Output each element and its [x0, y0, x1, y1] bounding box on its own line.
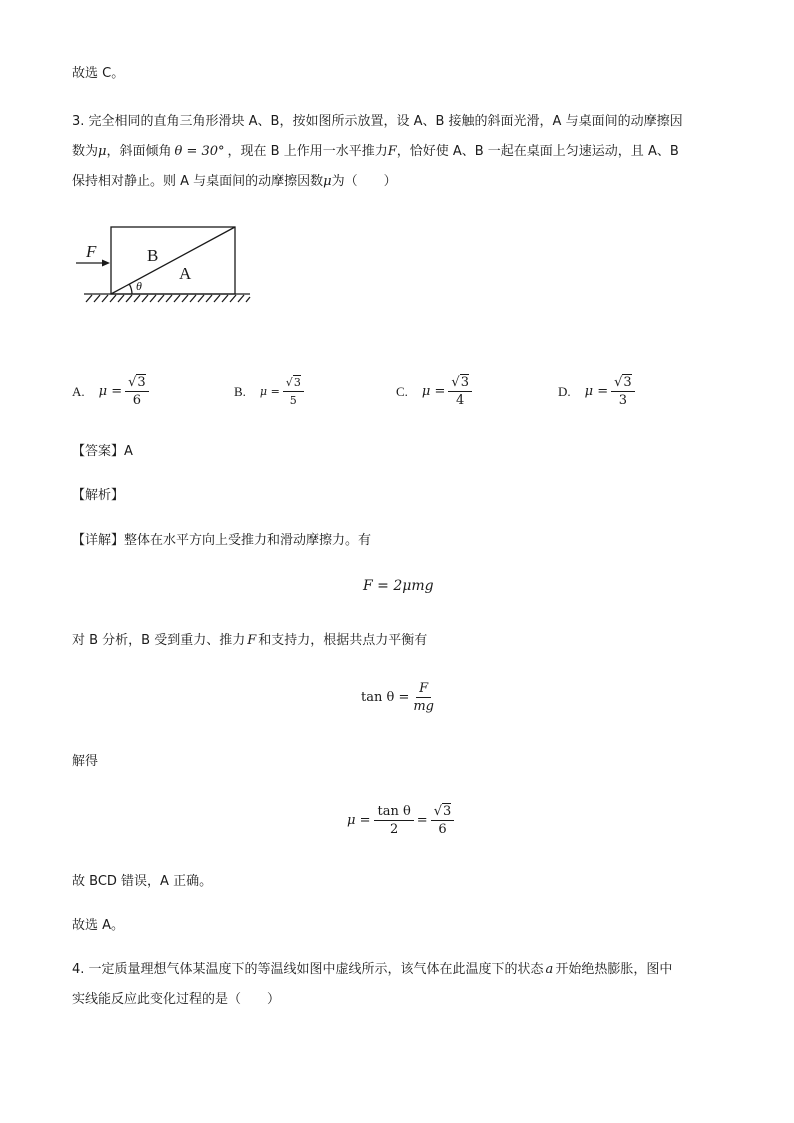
option-d-lhs: μ =: [584, 384, 609, 399]
answer-tag: 【答案】: [72, 444, 125, 459]
option-a-fraction: $\frac{√3}{6}$: [125, 374, 149, 409]
option-d[interactable]: [558, 374, 635, 409]
option-b-fraction: $\frac{√3}{5}$: [283, 374, 304, 409]
eq3-equals: =: [416, 813, 428, 828]
q3-mu-symbol-2: μ: [323, 174, 332, 189]
q3-theta-equation: θ = 30°: [174, 144, 225, 159]
conclusion-bcd: 故 BCD 错误，A 正确。: [72, 874, 213, 889]
analysis-tag: 【解析】: [72, 488, 125, 503]
option-d-radicand: 3: [623, 375, 632, 390]
option-a[interactable]: [72, 374, 149, 409]
option-c-lhs: μ =: [421, 384, 446, 399]
equation-force: F = 2μmg: [363, 578, 434, 594]
option-a-letter: A.: [72, 383, 85, 399]
b-analysis-force: F: [247, 633, 257, 648]
detail-text: 整体在水平方向上受推力和滑动摩擦力。有: [124, 533, 372, 548]
q3-text-c: ，现在 B 上作用一水平推力: [227, 144, 388, 159]
option-d-denominator: 3: [618, 393, 628, 408]
eq2-denominator: mg: [413, 699, 434, 714]
q4-text-a: 4. 一定质量理想气体某温度下的等温线如图中虚线所示，该气体在此温度下的状态: [72, 962, 544, 977]
eq3-fraction-2: $\frac{√3}{6}$: [431, 803, 455, 838]
option-b[interactable]: [234, 374, 304, 409]
q3-text-a: 数为: [72, 144, 99, 159]
answer-line: [72, 442, 133, 462]
q3-mu-symbol: μ: [98, 144, 107, 159]
detail-line: [72, 531, 371, 551]
solve-label: 解得: [72, 754, 99, 769]
q3-stem-line3: [72, 172, 397, 192]
force-arrow-head: [102, 260, 110, 267]
eq3-denominator-2: 6: [438, 822, 447, 837]
option-d-letter: D.: [558, 383, 571, 399]
b-analysis-b: 和支持力，根据共点力平衡有: [258, 633, 428, 648]
eq2-fraction: [413, 680, 434, 715]
option-b-denominator: 5: [289, 394, 297, 407]
eq3-fraction-1: [374, 803, 413, 838]
q3-text-e: 保持相对静止。则 A 与桌面间的动摩擦因数: [72, 174, 324, 189]
q4-stem-line1: [72, 960, 672, 980]
answer-value: A: [124, 444, 133, 459]
q3-stem-line1: 3. 完全相同的直角三角形滑块 A、B，按如图所示放置，设 A、B 接触的斜面光滑，A 与桌面间的动摩擦因: [72, 114, 683, 129]
option-c-letter: C.: [396, 383, 408, 399]
option-b-lhs: μ =: [259, 385, 280, 398]
option-d-fraction: $\frac{√3}{3}$: [611, 374, 635, 409]
eq2-numerator: F: [416, 680, 431, 698]
option-a-radicand: 3: [137, 375, 146, 390]
eq3-denominator-1: 2: [390, 822, 399, 837]
option-b-letter: B.: [234, 383, 246, 399]
q3-figure: [72, 222, 272, 322]
force-label: F: [86, 242, 97, 261]
detail-tag: 【详解】: [72, 533, 125, 548]
option-a-lhs: μ =: [98, 384, 123, 399]
eq2-lhs: tan θ =: [361, 690, 410, 705]
previous-conclusion: 故选 C。: [72, 66, 125, 81]
option-b-radicand: 3: [293, 376, 301, 389]
incline-line: [111, 227, 235, 294]
q4-state-a: a: [545, 962, 554, 977]
q3-text-f: 为（ ）: [331, 174, 397, 189]
eq3-radicand: 3: [443, 804, 452, 819]
theta-label: θ: [136, 279, 142, 293]
q3-force-symbol: F: [387, 144, 397, 159]
q3-stem-line2: [72, 142, 679, 162]
eq3-lhs: μ =: [347, 813, 371, 828]
q4-text-b: 开始绝热膨胀，图中: [555, 962, 673, 977]
angle-arc: [130, 285, 133, 295]
ground-hatching: [86, 295, 250, 302]
equation-mu: [347, 803, 454, 838]
option-c[interactable]: [396, 374, 472, 409]
conclusion-final: 故选 A。: [72, 918, 125, 933]
block-b-label: B: [147, 246, 159, 265]
q3-text-d: ，恰好使 A、B 一起在桌面上匀速运动，且 A、B: [396, 144, 679, 159]
q4-stem-line2: 实线能反应此变化过程的是（ ）: [72, 992, 281, 1007]
eq3-numerator-1: tan θ: [374, 803, 413, 821]
q3-text-b: ，斜面倾角: [106, 144, 172, 159]
option-a-denominator: 6: [132, 393, 142, 408]
option-c-denominator: 4: [456, 393, 465, 408]
option-c-fraction: $\frac{√3}{4}$: [448, 374, 472, 409]
equation-tan: [361, 680, 434, 715]
option-c-radicand: 3: [460, 375, 469, 390]
block-a-label: A: [179, 264, 192, 283]
b-analysis-line: [72, 631, 427, 651]
b-analysis-a: 对 B 分析，B 受到重力、推力: [72, 633, 246, 648]
